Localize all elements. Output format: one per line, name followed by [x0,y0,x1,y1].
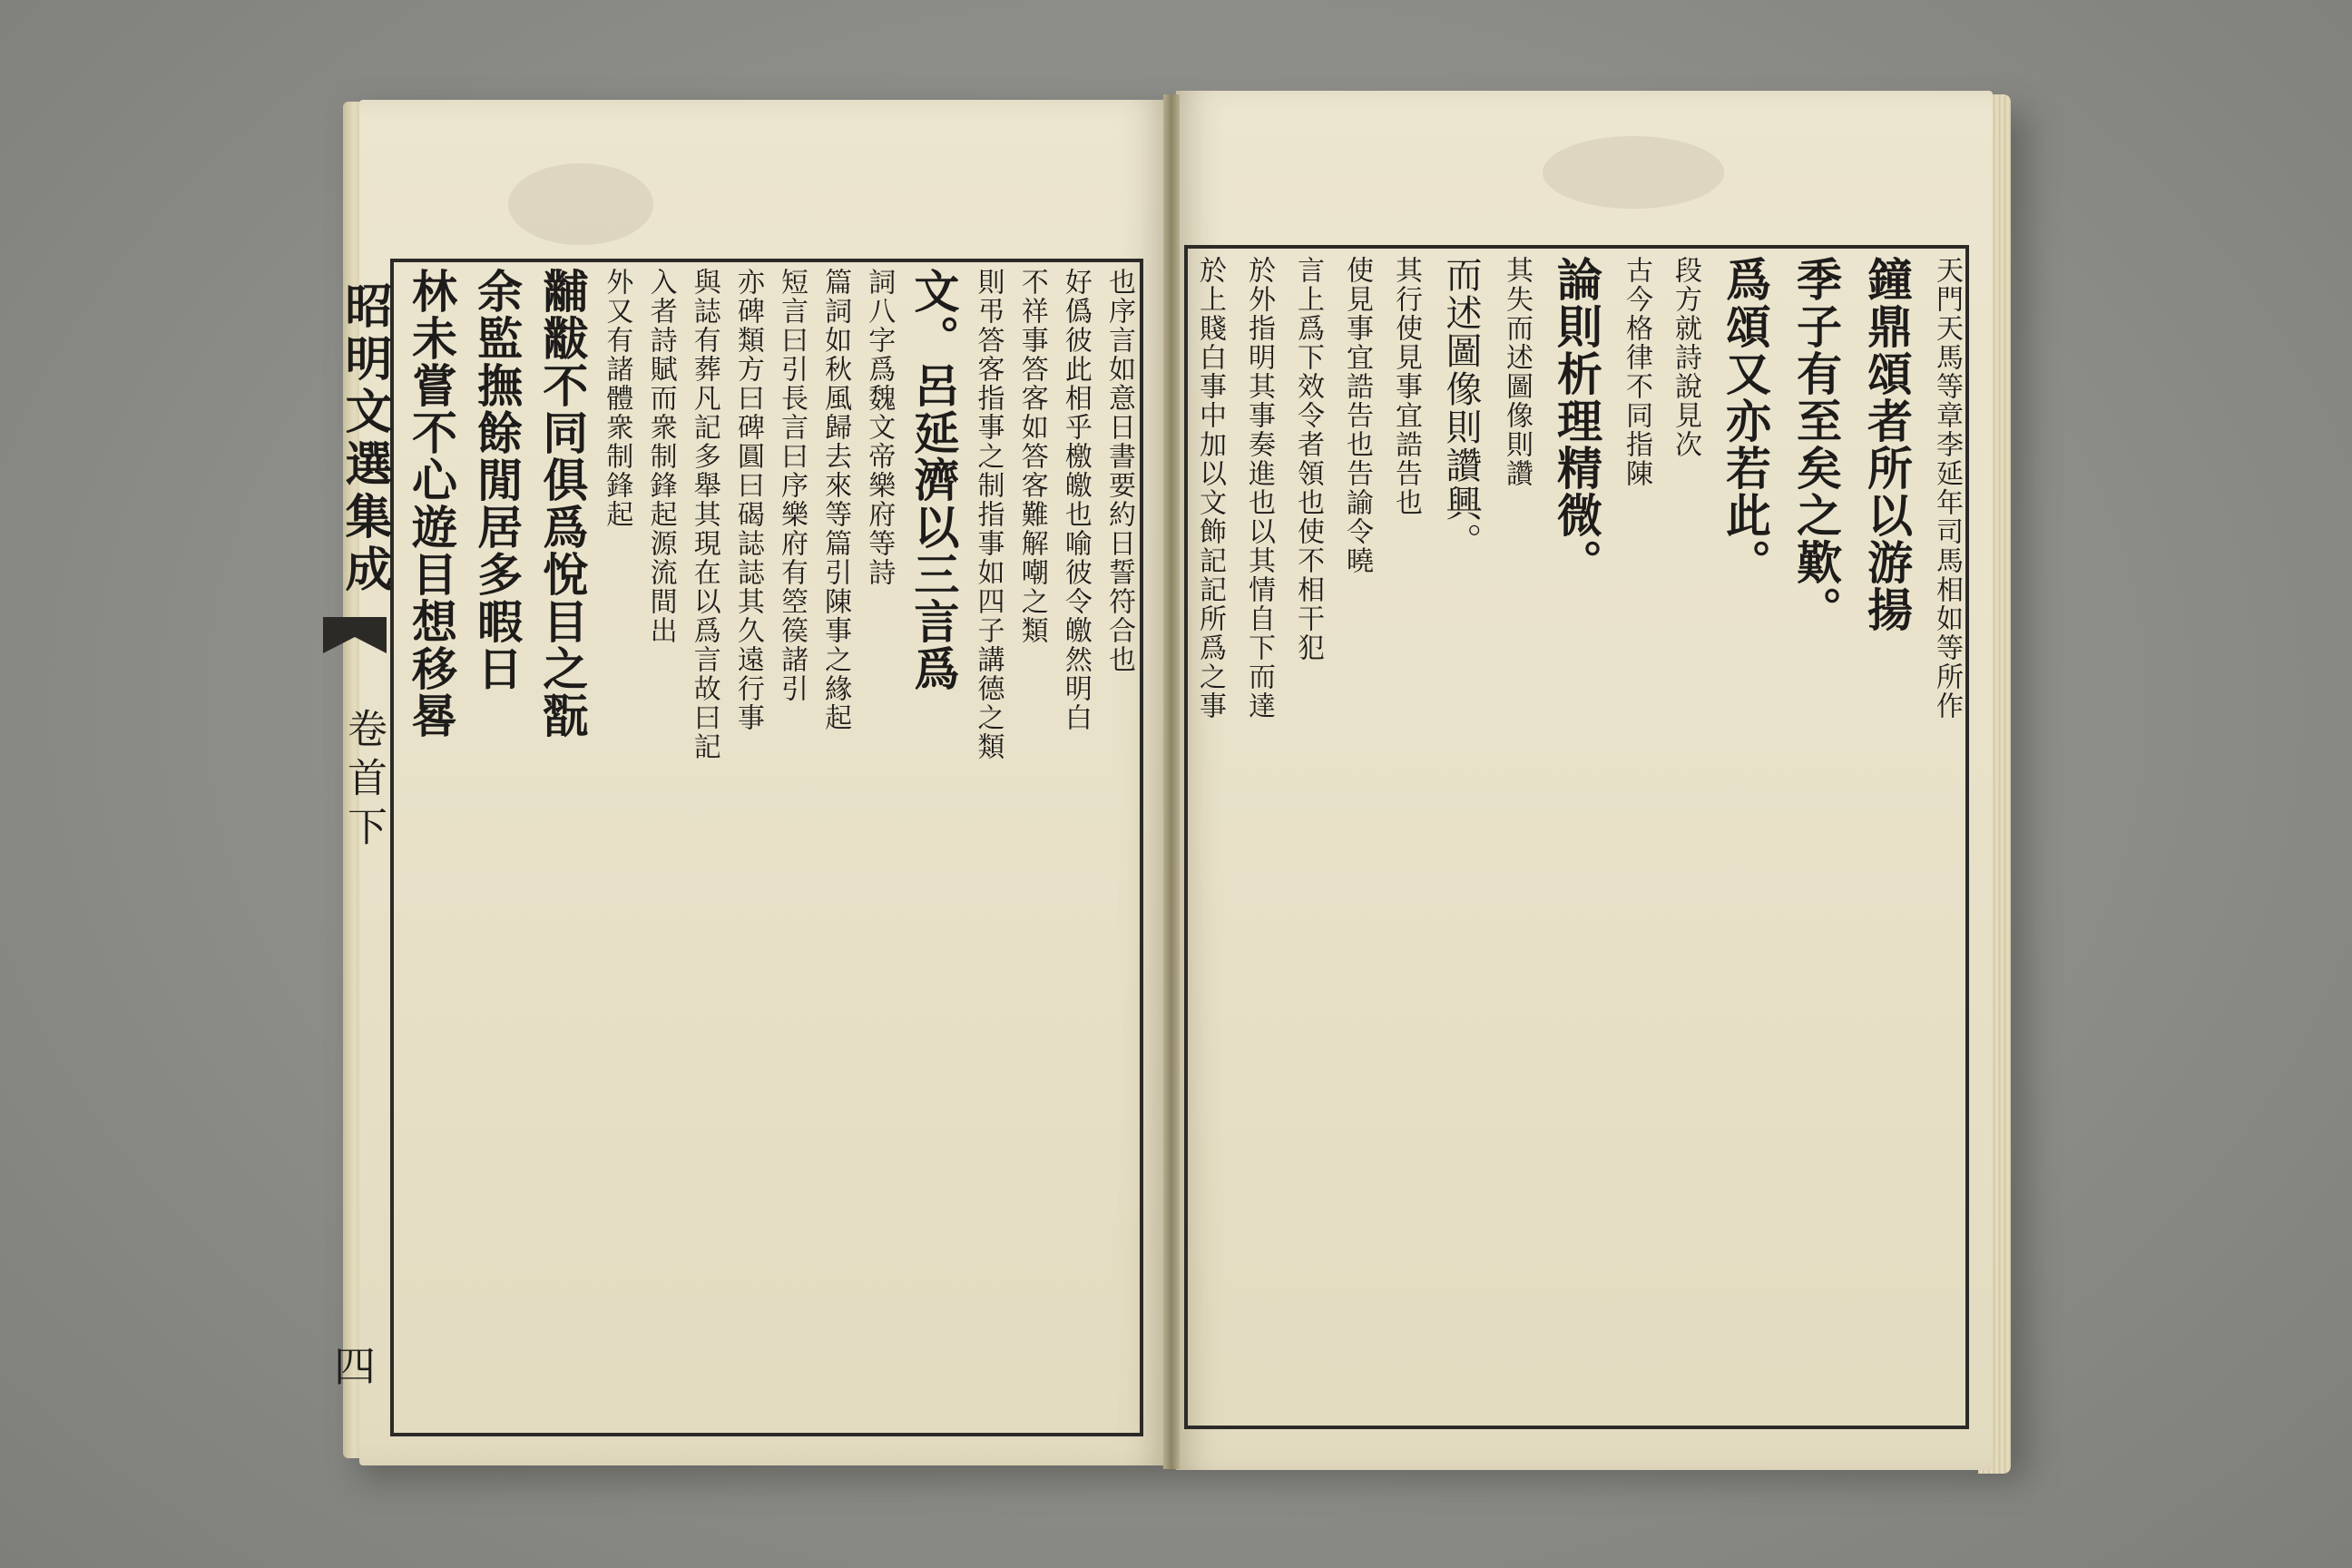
text-column: 於外指明其事奏進也以其情自下而達 [1243,256,1275,720]
text-column: 其行使見事宜誥告也 [1390,256,1422,517]
text-column: 篇詞如秋風歸去來等篇引陳事之緣起 [819,268,852,732]
banner-volume: 卷首下 [340,708,387,855]
text-column: 不祥事答客如答客難解嘲之類 [1015,268,1048,645]
text-column: 余監撫餘閒居多暇日 [470,268,524,692]
text-column: 黼黻不同俱爲悅目之翫 [535,268,590,740]
paper-stain [1543,136,1724,209]
fishtail-mark [323,617,387,653]
text-column: 文。呂延濟以三言爲 [906,268,961,692]
text-column: 使見事宜誥告也告諭令曉 [1341,256,1373,575]
text-column: 林未嘗不心遊目想移晷 [405,268,458,740]
text-column: 與誌有葬凡記多舉其現在以爲言故曰記 [688,268,720,761]
text-column: 季子有至矣之歎。 [1789,256,1843,633]
text-column: 段方就詩說見次 [1670,256,1701,459]
text-column: 爲頌又亦若此。 [1719,256,1772,586]
text-column: 而述圖像則讚興。 [1440,256,1482,561]
text-column: 外又有諸體衆制鋒起 [601,268,633,529]
text-column: 亦碑類方曰碑圓曰碣誌誌其久遠行事 [731,268,764,732]
text-column: 入者詩賦而衆制鋒起源流間出 [644,268,677,645]
text-column: 論則析理精微。 [1550,256,1603,586]
text-column: 詞八字爲魏文帝樂府等詩 [863,268,896,587]
banner-title: 昭明文選集成 [337,281,392,597]
text-column: 好僞彼此相乎檄皦也喻彼令皦然明白 [1059,268,1092,732]
banner-page-number: 四 [334,1342,376,1391]
page-banner [323,254,392,1443]
text-column: 天門天馬等章李延年司馬相如等所作 [1931,256,1963,720]
left-page-columns [405,268,1135,1420]
text-column: 言上爲下效令者領也使不相干犯 [1292,256,1324,662]
paper-stain [508,163,653,245]
text-column: 則弔答客指事之制指事如四子講德之類 [972,268,1004,761]
text-column: 其失而述圖像則讚 [1501,256,1533,488]
text-column: 鐘鼎頌者所以游揚 [1860,256,1914,633]
text-column: 也序言如意日書要約日誓符合也 [1102,268,1135,674]
text-column: 於上賤白事中加以文飾記記所爲之事 [1194,256,1226,720]
right-page-columns [1194,256,1963,1417]
text-column: 古今格律不同指陳 [1621,256,1652,488]
text-column: 短言曰引長言曰序樂府有箜篌諸引 [775,268,808,703]
book-gutter [1163,94,1180,1469]
